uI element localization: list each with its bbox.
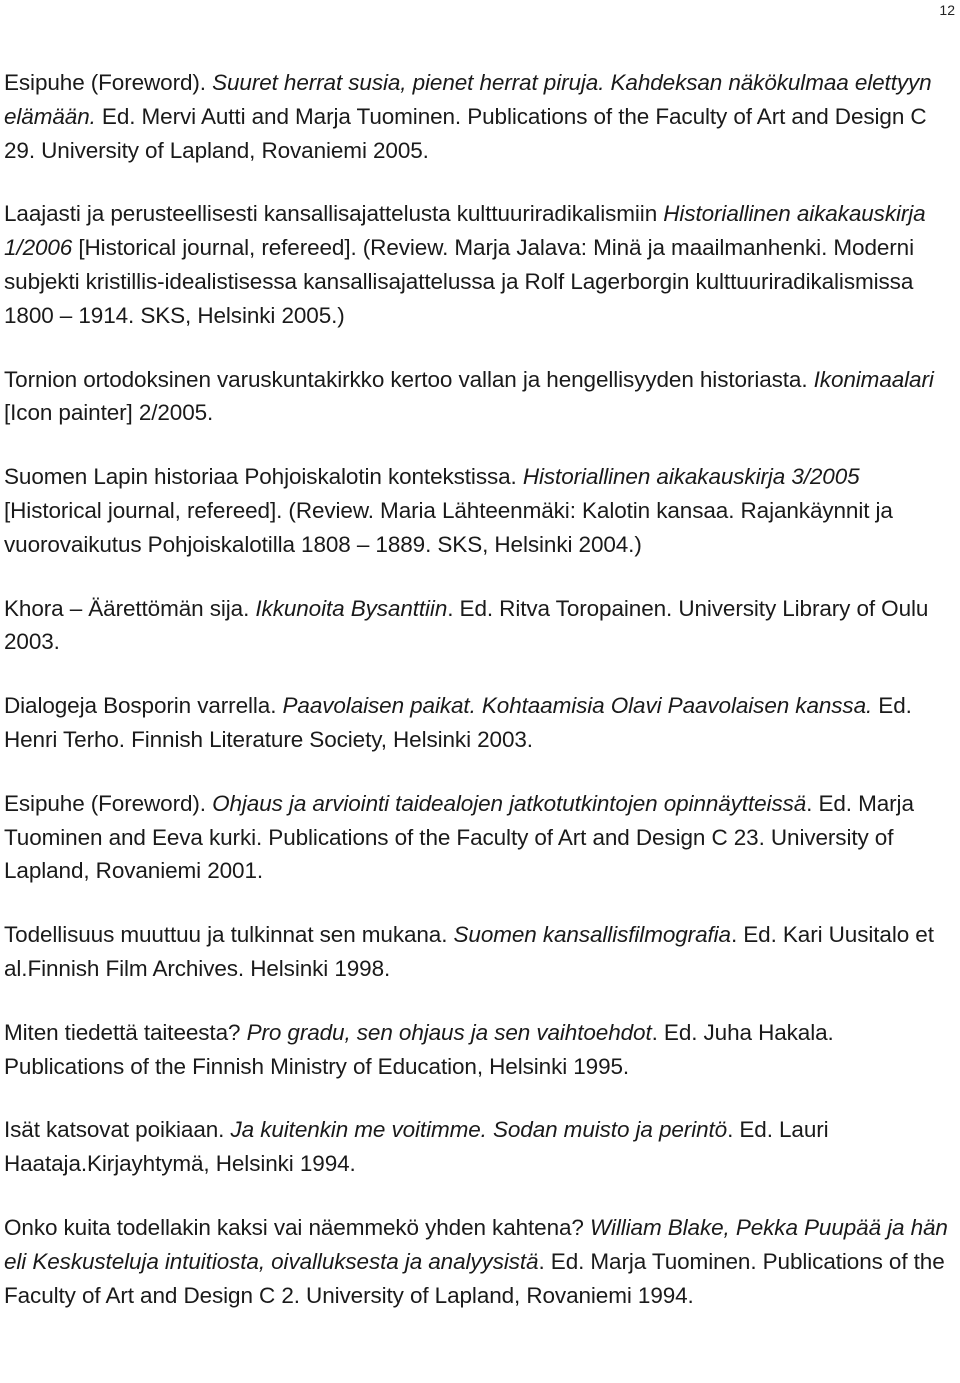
entry-title-italic: Ikonimaalari <box>813 366 934 392</box>
entry-title-italic: Ja kuitenkin me voitimme. Sodan muisto ja perintö <box>230 1117 728 1143</box>
entry-text: Ed. Henri Terho. Finnish Literature Society, Helsinki 2003. <box>4 693 912 752</box>
entry-text: [Historical journal, refereed]. (Review. Maria Lähteenmäki: Kalotin kansaa. Rajankäynnit ja vuorovaikutus Pohjoiskalotilla 1808 – 1889. SKS, Helsinki 2004.) <box>4 497 893 557</box>
page-number: 12 <box>939 2 955 18</box>
entry-text: Khora – Äärettömän sija. <box>4 595 256 621</box>
entry-text: . Ed. Kari Uusitalo et al.Finnish Film Archives. Helsinki 1998. <box>4 922 934 981</box>
entry-text: . Ed. Marja Tuominen and Eeva kurki. Publications of the Faculty of Art and Design C 23. University of Lapland, Rovaniemi 2001. <box>4 790 914 884</box>
entry-text: Isät katsovat poikiaan. <box>4 1117 231 1143</box>
bibliography-entry <box>4 918 954 986</box>
entry-title-italic: Historiallinen aikakauskirja 3/2005 <box>522 464 860 490</box>
entry-text: . Ed. Ritva Toropainen. University Library of Oulu 2003. <box>4 595 929 655</box>
entry-text: Tornion ortodoksinen varuskuntakirkko kertoo vallan ja hengellisyyden historiasta. <box>4 366 814 392</box>
bibliography-list <box>4 66 954 1342</box>
entry-title-italic: Paavolaisen paikat. Kohtaamisia Olavi Paavolaisen kanssa. <box>282 693 873 719</box>
bibliography-entry <box>4 592 954 660</box>
entry-title-italic: Ohjaus ja arviointi taidealojen jatkotutkintojen opinnäytteissä <box>212 790 807 816</box>
entry-text: Esipuhe (Foreword). <box>4 790 213 816</box>
entry-title-italic: Suuret herrat susia, pienet herrat piruja. Kahdeksan näkökulmaa elettyyn elämään. <box>4 70 932 129</box>
entry-title-italic: Suomen kansallisfilmografia <box>453 922 731 948</box>
entry-text: . Ed. Marja Tuominen. Publications of the Faculty of Art and Design C 2. University of Lapland, Rovaniemi 1994. <box>4 1248 945 1308</box>
entry-title-italic: Ikkunoita Bysanttiin <box>255 595 448 621</box>
bibliography-entry <box>4 1016 954 1084</box>
entry-text: [Historical journal, refereed]. (Review. Marja Jalava: Minä ja maailmanhenki. Moderni subjekti kristillis-idealistisessa kansallisajattelussa ja Rolf Lagerborgin kulttuuriradikalismissa 1800 – 1914. SKS, Helsinki 2005.) <box>4 235 914 328</box>
entry-title-italic: William Blake, Pekka Puupää ja hän eli Keskusteluja intuitiosta, oivalluksesta ja analyysistä <box>4 1214 948 1274</box>
bibliography-entry <box>4 689 954 757</box>
entry-text: Esipuhe (Foreword). <box>4 70 213 95</box>
entry-text: Dialogeja Bosporin varrella. <box>4 693 283 719</box>
entry-text: Todellisuus muuttuu ja tulkinnat sen mukana. <box>4 922 454 948</box>
entry-text: . Ed. Juha Hakala. Publications of the Finnish Ministry of Education, Helsinki 1995. <box>4 1019 834 1079</box>
entry-text: [Icon painter] 2/2005. <box>4 400 214 426</box>
bibliography-entry <box>4 197 954 332</box>
bibliography-entry <box>4 460 954 561</box>
bibliography-entry <box>4 1113 954 1181</box>
bibliography-entry <box>4 787 954 888</box>
bibliography-entry <box>4 1211 954 1312</box>
bibliography-entry <box>4 363 954 431</box>
entry-text: Miten tiedettä taiteesta? <box>4 1019 247 1045</box>
entry-title-italic: Historiallinen aikakauskirja 1/2006 <box>4 201 926 261</box>
entry-text: Suomen Lapin historiaa Pohjoiskalotin kontekstissa. <box>4 464 523 490</box>
entry-text: Ed. Mervi Autti and Marja Tuominen. Publications of the Faculty of Art and Design C 29. University of Lapland, Rovaniemi 2005. <box>4 103 927 163</box>
entry-text: Laajasti ja perusteellisesti kansallisajattelusta kulttuuriradikalismiin <box>4 201 664 227</box>
bibliography-entry <box>4 66 954 167</box>
entry-title-italic: Pro gradu, sen ohjaus ja sen vaihtoehdot <box>246 1019 652 1045</box>
entry-text: Onko kuita todellakin kaksi vai näemmekö yhden kahtena? <box>4 1214 590 1240</box>
entry-text: . Ed. Lauri Haataja.Kirjayhtymä, Helsinki 1994. <box>4 1117 829 1177</box>
